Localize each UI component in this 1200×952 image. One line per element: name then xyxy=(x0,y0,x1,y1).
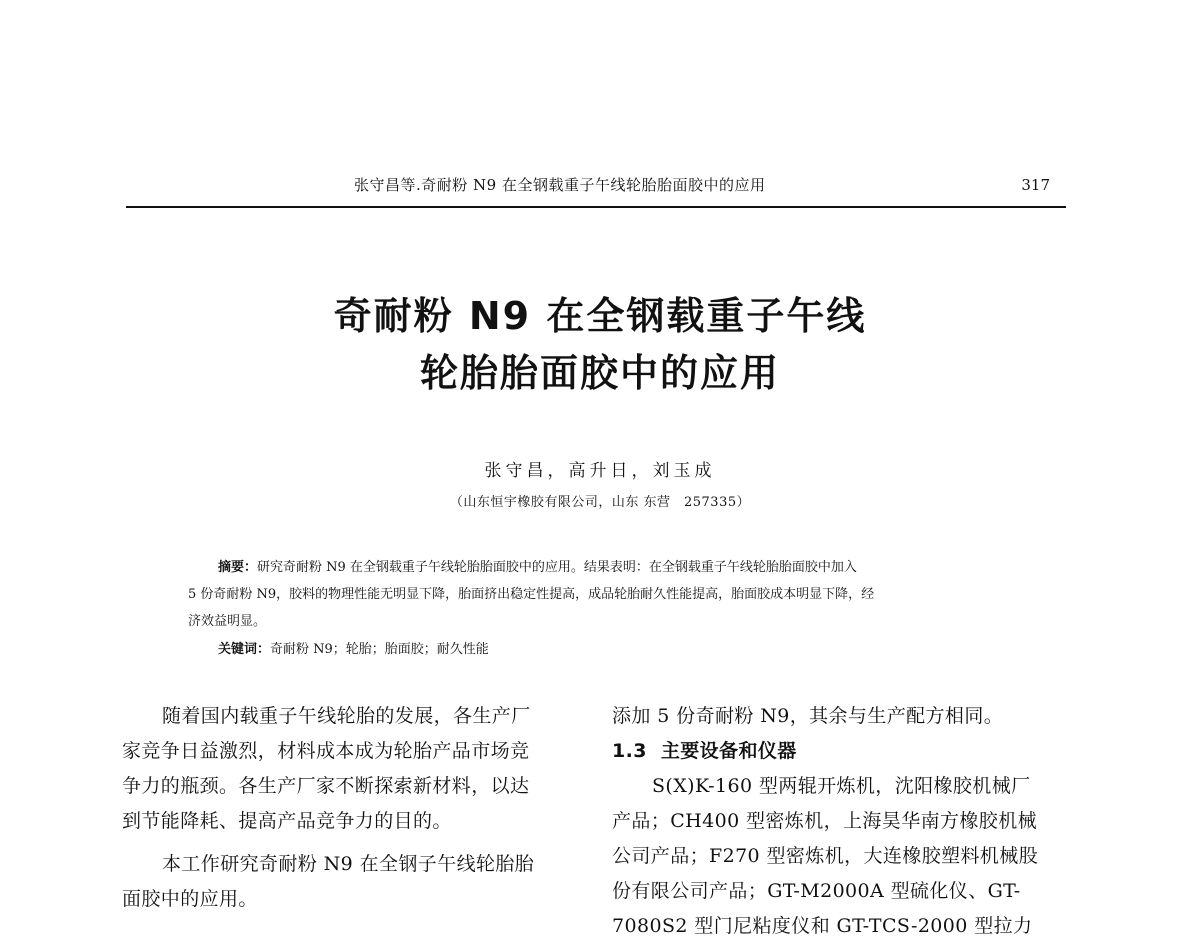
article-title-line-2: 轮胎胎面胶中的应用 xyxy=(419,351,780,395)
body-line: 产品；CH400 型密炼机，上海昊华南方橡胶机械 xyxy=(612,810,1038,832)
page-number: 317 xyxy=(1021,176,1050,194)
running-header xyxy=(126,168,1066,208)
body-line: 7080S2 型门尼粘度仪和 GT-TCS-2000 型拉力 xyxy=(612,915,1033,937)
keywords-text: 奇耐粉 N9；轮胎；胎面胶；耐久性能 xyxy=(270,642,489,657)
body-line: S(X)K-160 型两辊开炼机，沈阳橡胶机械厂 xyxy=(652,775,1031,797)
body-line: 本工作研究奇耐粉 N9 在全钢子午线轮胎胎 xyxy=(162,853,535,875)
body-line: 随着国内载重子午线轮胎的发展，各生产厂 xyxy=(162,705,531,727)
section-number: 1.3 xyxy=(612,740,647,762)
affiliation: （山东恒宇橡胶有限公司，山东 东营 257335） xyxy=(449,495,751,510)
body-line: 家竞争日益激烈，材料成本成为轮胎产品市场竞 xyxy=(122,740,530,762)
section-heading xyxy=(612,734,1072,769)
body-line: 添加 5 份奇耐粉 N9，其余与生产配方相同。 xyxy=(612,705,1004,727)
body-line: 公司产品；F270 型密炼机，大连橡胶塑料机械股 xyxy=(612,845,1039,867)
keywords xyxy=(218,638,489,657)
abstract-line-1 xyxy=(188,554,1008,581)
keywords-label: 关键词： xyxy=(218,642,271,657)
right-column xyxy=(612,699,1072,944)
article-title-line-1: 奇耐粉 N9 在全钢载重子午线 xyxy=(333,294,867,338)
abstract-line-3: 济效益明显。 xyxy=(188,614,267,629)
left-column xyxy=(122,699,582,917)
section-title: 主要设备和仪器 xyxy=(660,740,797,762)
body-line: 份有限公司产品；GT-M2000A 型硫化仪、GT- xyxy=(612,880,1021,902)
body-line: 到节能降耗、提高产品竞争力的目的。 xyxy=(122,810,452,832)
abstract xyxy=(188,554,1008,635)
running-title: 张守昌等.奇耐粉 N9 在全钢载重子午线轮胎胎面胶中的应用 xyxy=(354,176,766,194)
body-line: 争力的瓶颈。各生产厂家不断探索新材料，以达 xyxy=(122,775,530,797)
abstract-text-1: 研究奇耐粉 N9 在全钢载重子午线轮胎胎面胶中的应用。结果表明：在全钢载重子午线轮胎胎面胶中加入 xyxy=(257,560,857,575)
body-line: 面胶中的应用。 xyxy=(122,888,258,910)
abstract-label: 摘要： xyxy=(218,560,258,575)
abstract-line-2: 5 份奇耐粉 N9，胶料的物理性能无明显下降，胎面挤出稳定性提高，成品轮胎耐久性能提高，胎面胶成本明显下降，经 xyxy=(188,587,875,602)
authors: 张守昌，高升日，刘玉成 xyxy=(484,461,716,481)
